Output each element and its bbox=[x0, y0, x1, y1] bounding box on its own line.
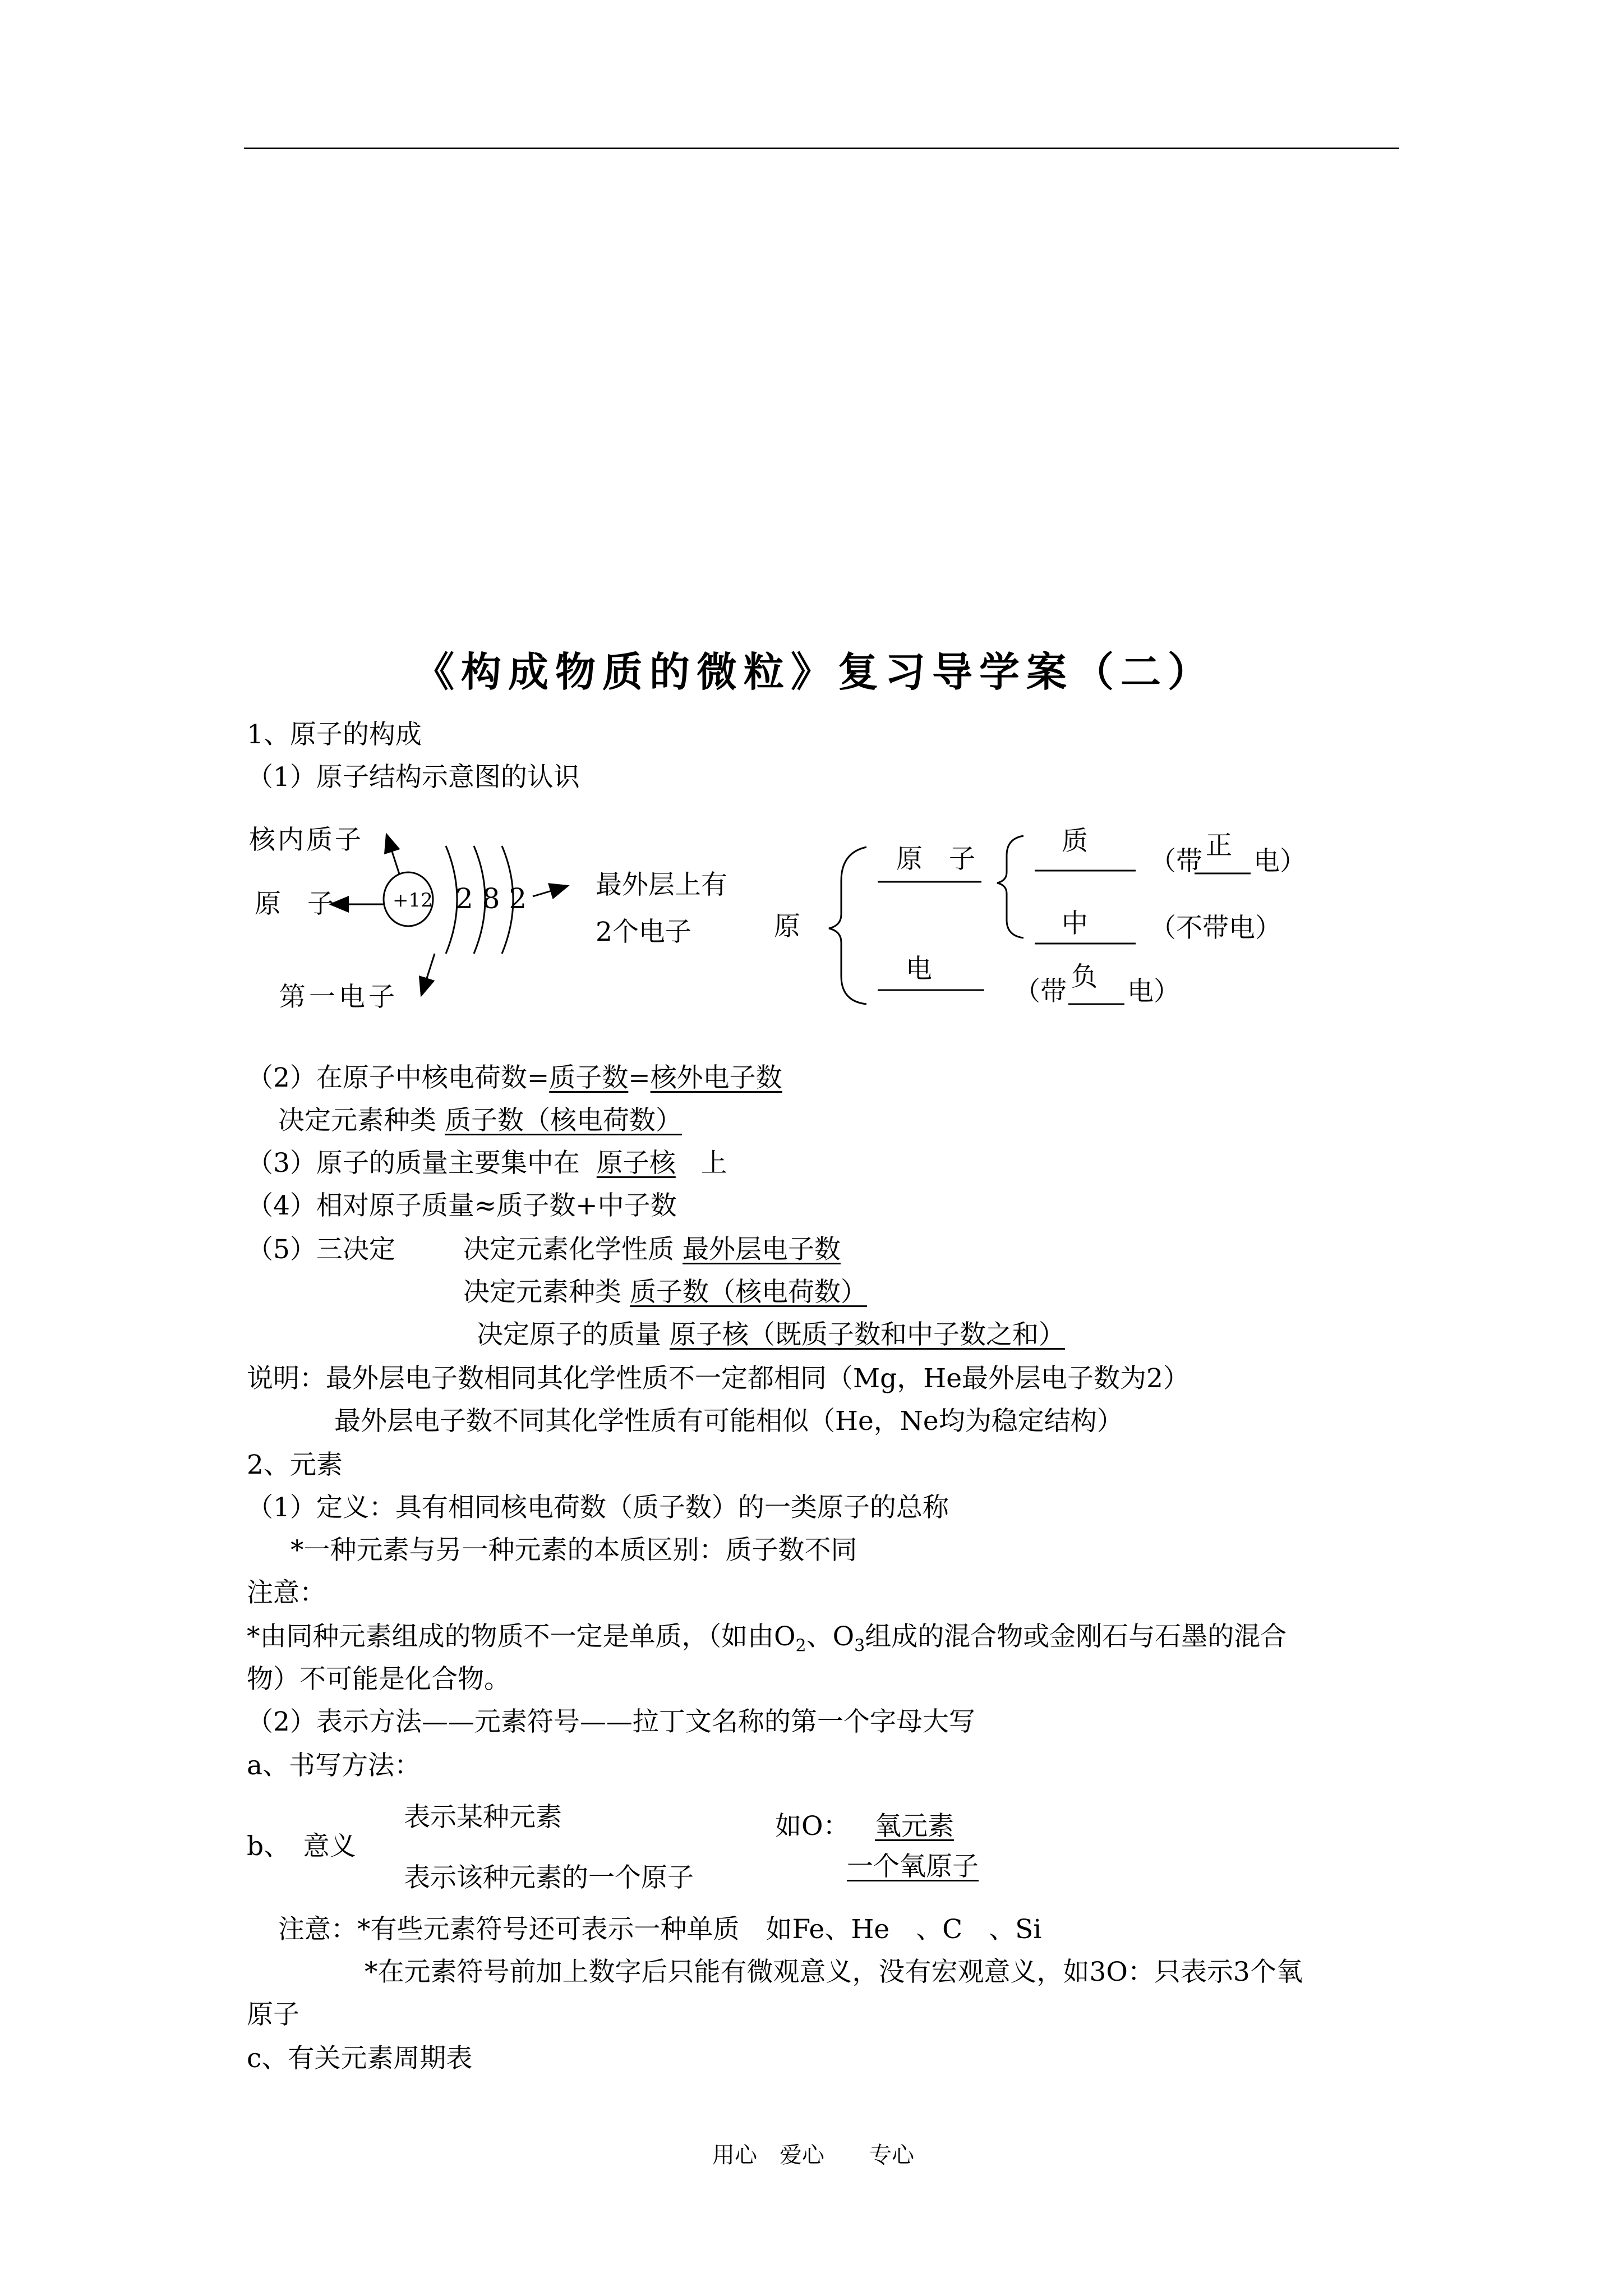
arrow-outer bbox=[533, 886, 566, 896]
label-proton-in-nucleus: 核内质子 bbox=[249, 825, 363, 855]
note-1: 说明：最外层电子数相同其化学性质不一定都相同（Mg，He最外层电子数为2） bbox=[247, 1363, 1189, 1394]
note-1-part-c: 组成的混合物或金刚石与石墨的混合 bbox=[865, 1621, 1287, 1652]
subscript-3: 3 bbox=[854, 1636, 865, 1656]
point-5b-answer: 质子数（核电荷数） bbox=[629, 1277, 867, 1308]
attention-2a: 注意：*有些元素符号还可表示一种单质 如Fe、He 、C 、Si bbox=[278, 1914, 1042, 1945]
point-3-pre: （3）原子的质量主要集中在 bbox=[247, 1148, 580, 1179]
point-5c-pre: 决定原子的质量 bbox=[477, 1319, 661, 1350]
note-2: 最外层电子数不同其化学性质有可能相似（He，Ne均为稳定结构） bbox=[334, 1406, 1123, 1437]
label-first-shell: 第一电子 bbox=[279, 982, 398, 1013]
point-2b-pre: 决定元素种类 bbox=[278, 1105, 436, 1136]
note-1-part-b: 、O bbox=[806, 1621, 855, 1652]
example-answer-1: 氧元素 bbox=[875, 1811, 954, 1842]
brace-atom bbox=[829, 847, 866, 1004]
section-1-heading: 1、原子的构成 bbox=[247, 719, 422, 750]
point-2-answer-2: 核外电子数 bbox=[650, 1062, 782, 1093]
point-3-answer: 原子核 bbox=[596, 1148, 676, 1179]
point-2 bbox=[247, 1061, 782, 1095]
point-3-post: 上 bbox=[700, 1148, 727, 1179]
neutron-charge: （不带电） bbox=[1150, 913, 1281, 944]
example-label: 如O： bbox=[775, 1811, 850, 1842]
point-2b-answer: 质子数（核电荷数） bbox=[444, 1105, 682, 1136]
atom-diagram-graphics bbox=[0, 0, 1623, 1066]
element-definition: （1）定义：具有相同核电荷数（质子数）的一类原子的总称 bbox=[247, 1492, 949, 1523]
outer-note-1: 最外层上有 bbox=[596, 869, 727, 900]
point-3 bbox=[247, 1147, 727, 1180]
proton-charge-value: 正 bbox=[1206, 830, 1232, 861]
label-atom: 原 子 bbox=[255, 889, 334, 919]
electron-charge-post: 电） bbox=[1127, 976, 1180, 1007]
attention-note-1 bbox=[247, 1620, 1287, 1663]
proton-charge-post: 电） bbox=[1253, 846, 1306, 877]
section-1-sub1: （1）原子结构示意图的认识 bbox=[247, 762, 580, 793]
point-5c-answer: 原子核（既质子数和中子数之和） bbox=[669, 1319, 1065, 1350]
attention-2c: 原子 bbox=[247, 1999, 299, 2030]
point-5-label: （5）三决定 bbox=[247, 1234, 395, 1265]
point-5b-pre: 决定元素种类 bbox=[463, 1277, 621, 1308]
outer-note-2: 2个电子 bbox=[596, 917, 691, 947]
shell-electrons: 2 8 2 bbox=[455, 882, 527, 915]
point-5c bbox=[477, 1318, 1065, 1352]
writing-method: a、书写方法： bbox=[247, 1750, 421, 1781]
meaning-1: 表示某种元素 bbox=[404, 1802, 562, 1833]
point-5a-answer: 最外层电子数 bbox=[682, 1234, 841, 1265]
nucleus-charge: +12 bbox=[393, 889, 433, 912]
proton-charge-pre: （带 bbox=[1150, 846, 1202, 877]
point-5b bbox=[463, 1276, 867, 1309]
point-4: （4）相对原子质量≈质子数+中子数 bbox=[247, 1190, 677, 1221]
page-title: 《构成物质的微粒》复习导学案（二） bbox=[414, 648, 1215, 696]
electron-charge-value: 负 bbox=[1071, 961, 1098, 992]
tree-electron: 电 bbox=[906, 954, 932, 984]
electron-charge-pre: （带 bbox=[1014, 976, 1067, 1007]
periodic-table: c、有关元素周期表 bbox=[247, 2043, 473, 2074]
note-1-part-a: *由同种元素组成的物质不一定是单质，（如由O bbox=[247, 1621, 796, 1652]
point-2-answer-1: 质子数 bbox=[549, 1062, 629, 1093]
page-footer: 用心 爱心 专心 bbox=[712, 2142, 914, 2168]
tree-proton: 质 bbox=[1062, 826, 1088, 857]
attention-label: 注意： bbox=[247, 1577, 326, 1608]
meaning-label: b、 意义 bbox=[247, 1831, 356, 1862]
point-2-mid: = bbox=[628, 1062, 651, 1093]
point-2-pre: （2）在原子中核电荷数= bbox=[247, 1062, 550, 1093]
subscript-2: 2 bbox=[795, 1636, 806, 1656]
attention-note-1-cont: 物）不可能是化合物。 bbox=[247, 1664, 510, 1695]
point-5a bbox=[463, 1233, 841, 1267]
tree-root: 原 bbox=[774, 911, 800, 942]
point-5a-pre: 决定元素化学性质 bbox=[463, 1234, 674, 1265]
point-2b bbox=[278, 1104, 682, 1138]
section-2-heading: 2、元素 bbox=[247, 1450, 343, 1480]
tree-neutron: 中 bbox=[1062, 908, 1088, 939]
tree-nucleus: 原 子 bbox=[896, 844, 975, 875]
attention-2b: *在元素符号前加上数字后只能有微观意义，没有宏观意义，如3O：只表示3个氧 bbox=[365, 1957, 1303, 1987]
representation: （2）表示方法——元素符号——拉丁文名称的第一个字母大写 bbox=[247, 1706, 975, 1737]
example-answer-2: 一个氧原子 bbox=[847, 1851, 979, 1882]
arrow-first-shell bbox=[422, 954, 435, 994]
arrow-proton bbox=[387, 836, 399, 874]
meaning-2: 表示该种元素的一个原子 bbox=[404, 1862, 694, 1893]
brace-nucleus bbox=[997, 836, 1023, 938]
element-difference: *一种元素与另一种元素的本质区别：质子数不同 bbox=[291, 1535, 857, 1566]
